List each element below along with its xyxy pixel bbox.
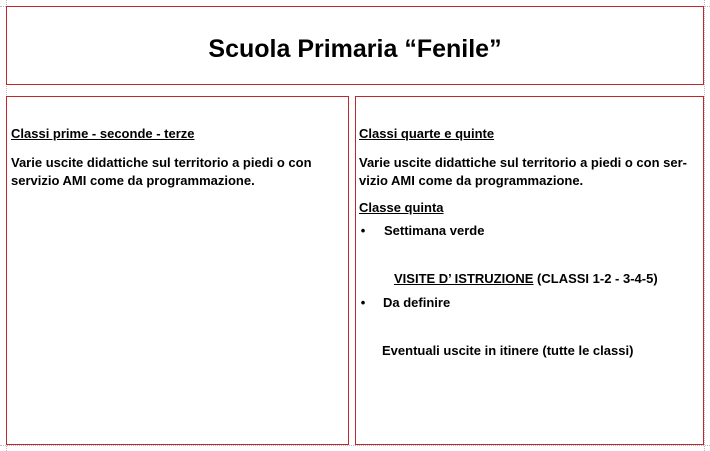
bullet-icon: • (360, 295, 366, 310)
title-text-box[interactable] (6, 6, 704, 85)
left-text-box[interactable] (6, 96, 349, 445)
visite-istruzione-line (394, 271, 658, 287)
visite-istruzione-label: VISITE D’ ISTRUZIONE (394, 271, 534, 286)
right-subheading: Classe quinta (359, 200, 444, 215)
right-heading: Classi quarte e quinte (359, 126, 495, 141)
visite-istruzione-classes: (CLASSI 1-2 - 3-4-5) (533, 271, 658, 286)
note-uscite-itinere: Eventuali uscite in itinere (tutte le classi) (382, 343, 634, 358)
right-paragraph-line-2: vizio AMI come da programmazione. (359, 173, 584, 188)
left-paragraph-line-1: Varie uscite didattiche sul territorio a piedi o con (11, 155, 312, 170)
margin-guide-right (704, 0, 705, 451)
right-paragraph-line-1: Varie uscite didattiche sul territorio a piedi o con ser- (359, 155, 687, 170)
left-paragraph-line-2: servizio AMI come da programmazione. (11, 173, 255, 188)
bullet-item-settimana-verde: Settimana verde (384, 223, 485, 238)
page-title: Scuola Primaria “Fenile” (208, 35, 502, 63)
margin-guide-bottom (0, 445, 710, 446)
left-heading: Classi prime - seconde - terze (11, 126, 195, 141)
right-text-box[interactable] (355, 96, 704, 445)
bullet-icon: • (360, 223, 366, 238)
bullet-item-da-definire: Da definire (383, 295, 451, 310)
